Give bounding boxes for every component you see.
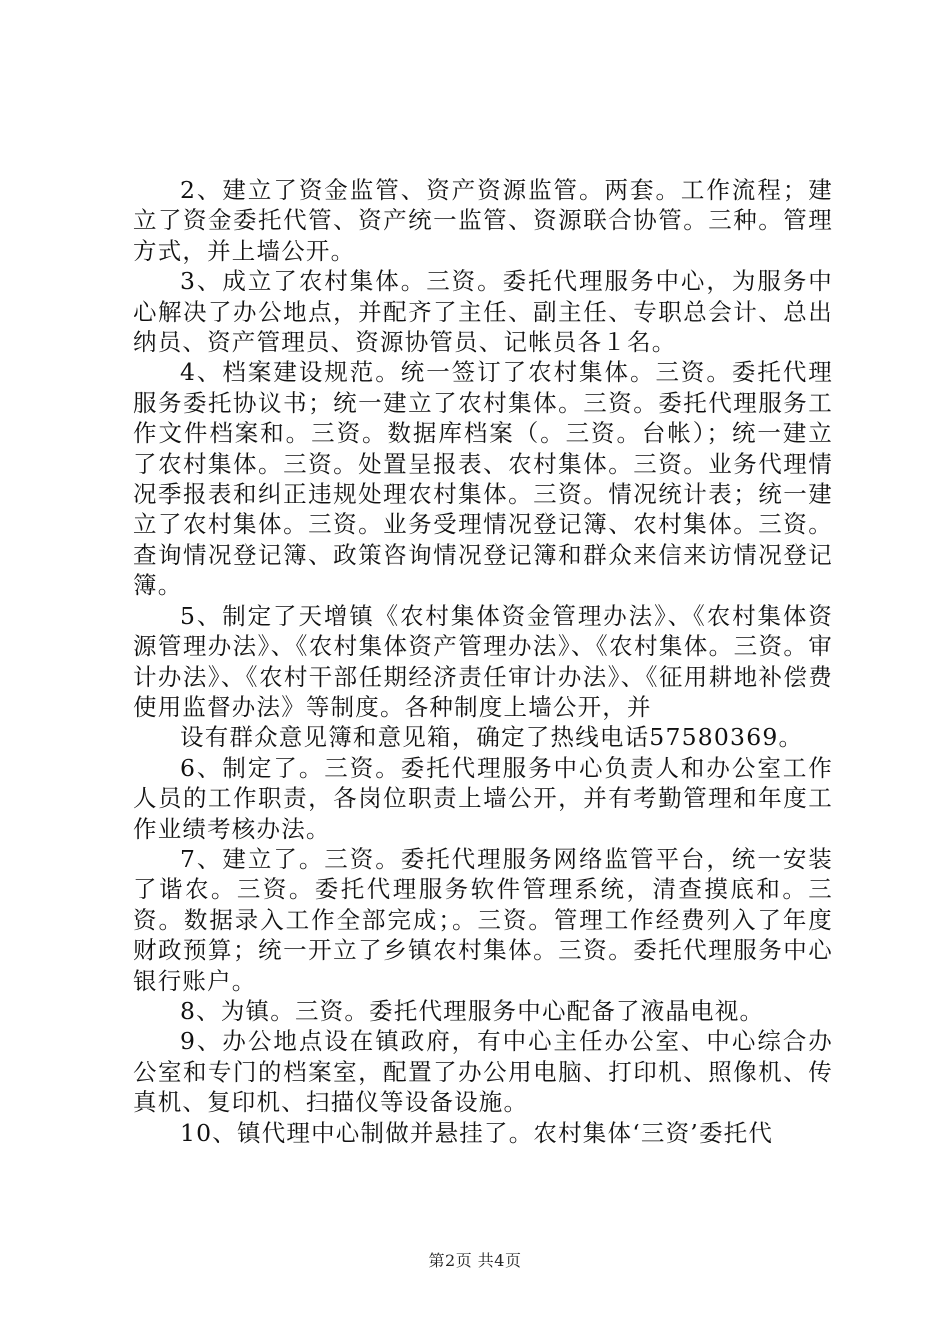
paragraph-9: 9、办公地点设在镇政府，有中心主任办公室、中心综合办公室和专门的档案室，配置了办公用电脑、打印机、照像机、传真机、复印机、扫描仪等设备设施。 — [133, 1027, 833, 1117]
paragraph-4: 4、档案建设规范。统一签订了农村集体。三资。委托代理服务委托协议书；统一建立了农村集体。三资。委托代理服务工作文件档案和。三资。数据库档案（。三资。台帐）；统一建立了农村集体。三资。处置呈报表、农村集体。三资。业务代理情况季报表和纠正违规处理农村集体。三资。情况统计表；统一建立了农村集体。三资。业务受理情况登记簿、农村集体。三资。查询情况登记簿、政策咨询情况登记簿和群众来信来访情况登记簿。 — [133, 358, 833, 600]
paragraph-10: 10、镇代理中心制做并悬挂了。农村集体‘三资’委托代 — [180, 1118, 774, 1147]
paragraph-7: 7、建立了。三资。委托代理服务网络监管平台，统一安装了谐农。三资。委托代理服务软件管理系统，清查摸底和。三资。数据录入工作全部完成；。三资。管理工作经费列入了年度财政预算；统一开立了乡镇农村集体。三资。委托代理服务中心银行账户。 — [133, 844, 833, 995]
page-number-footer: 第2页 共4页 — [428, 1251, 522, 1270]
paragraph-6: 6、制定了。三资。委托代理服务中心负责人和办公室工作人员的工作职责，各岗位职责上墙公开，并有考勤管理和年度工作业绩考核办法。 — [133, 753, 833, 843]
paragraph-5: 5、制定了天增镇《农村集体资金管理办法》、《农村集体资源管理办法》、《农村集体资产管理办法》、《农村集体。三资。审计办法》、《农村干部任期经济责任审计办法》、《征用耕地补偿费使用监督办法》等制度。各种制度上墙公开，并 — [133, 601, 833, 721]
paragraph-3: 3、成立了农村集体。三资。委托代理服务中心，为服务中心解决了办公地点，并配齐了主任、副主任、专职总会计、总出纳员、资产管理员、资源协管员、记帐员各１名。 — [133, 267, 833, 357]
document-body — [133, 175, 833, 1148]
paragraph-8: 8、为镇。三资。委托代理服务中心配备了液晶电视。 — [180, 996, 765, 1025]
paragraph-2: 2、建立了资金监管、资产资源监管。两套。工作流程；建立了资金委托代管、资产统一监管、资源联合协管。三种。管理方式，并上墙公开。 — [133, 176, 833, 265]
paragraph-5-continued: 设有群众意见簿和意见箱，确定了热线电话57580369。 — [180, 723, 804, 752]
